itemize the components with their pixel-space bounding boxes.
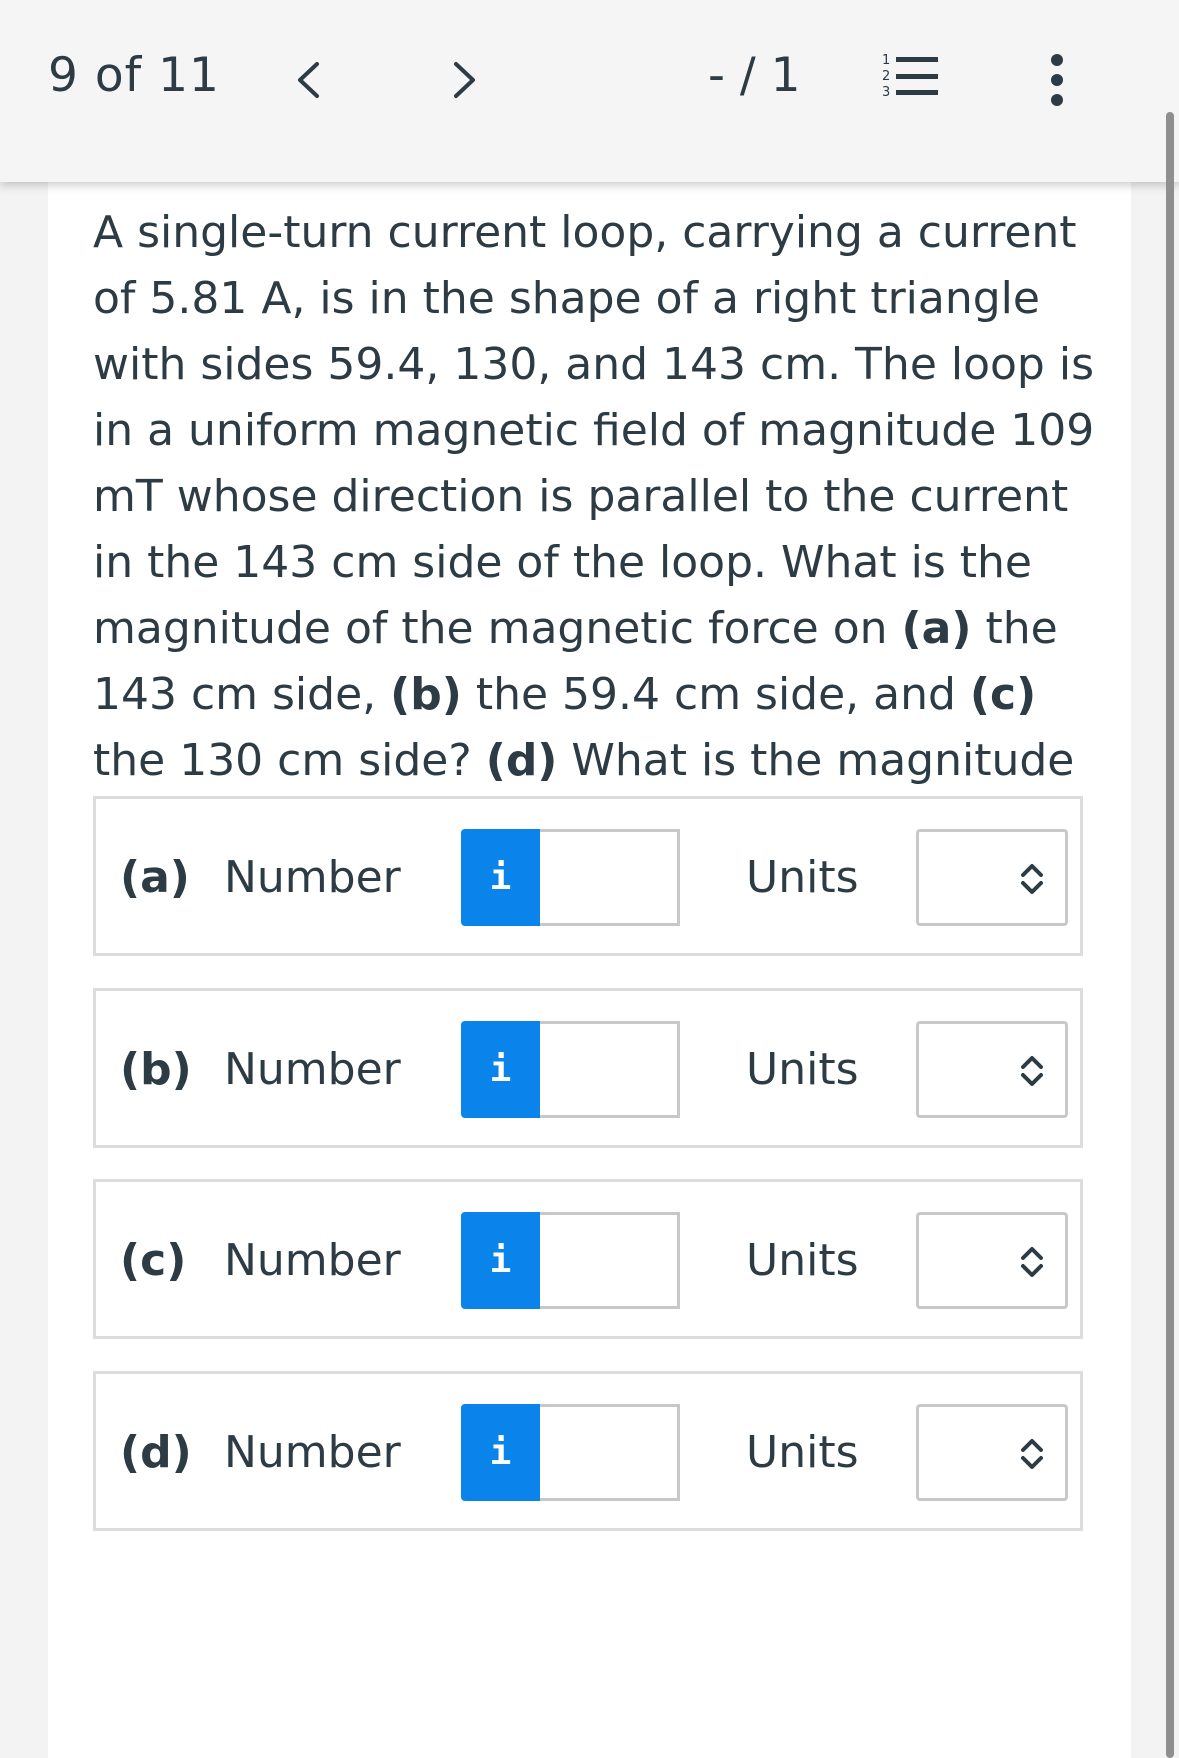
chevron-left-icon [295,60,321,100]
info-icon: i [489,1432,512,1473]
units-select[interactable] [916,829,1068,926]
info-button[interactable] [461,1404,540,1501]
number-input[interactable] [540,1404,680,1501]
up-down-chevron-icon [1019,1242,1045,1282]
question-counter: 9 of 11 [48,48,220,103]
answer-row-d [93,1371,1083,1531]
units-select[interactable] [916,1212,1068,1309]
part-label: (a) [120,852,190,903]
answer-row-b [93,988,1083,1148]
info-icon: i [489,1049,512,1090]
previous-question-button[interactable] [283,50,333,110]
up-down-chevron-icon [1019,1434,1045,1474]
info-button[interactable] [461,829,540,926]
part-label: (c) [120,1235,187,1286]
info-button[interactable] [461,1212,540,1309]
number-input[interactable] [540,1021,680,1118]
number-label: Number [224,1427,401,1478]
part-label: (d) [120,1427,192,1478]
units-label: Units [746,852,859,903]
svg-text:2: 2 [882,69,891,84]
top-bar [0,0,1179,182]
units-select[interactable] [916,1021,1068,1118]
units-label: Units [746,1427,859,1478]
up-down-chevron-icon [1019,859,1045,899]
svg-text:1: 1 [882,53,891,68]
info-icon: i [489,1240,512,1281]
units-select[interactable] [916,1404,1068,1501]
up-down-chevron-icon [1019,1051,1045,1091]
number-label: Number [224,852,401,903]
number-input[interactable] [540,829,680,926]
svg-text:3: 3 [882,85,891,100]
number-input[interactable] [540,1212,680,1309]
numbered-list-icon[interactable] [880,50,940,106]
next-question-button[interactable] [440,50,490,110]
info-button[interactable] [461,1021,540,1118]
scrollbar[interactable] [1166,112,1174,1758]
units-label: Units [746,1235,859,1286]
number-label: Number [224,1044,401,1095]
units-label: Units [746,1044,859,1095]
info-icon: i [489,857,512,898]
chevron-right-icon [452,60,478,100]
score-display: - / 1 [708,48,801,103]
number-label: Number [224,1235,401,1286]
more-vertical-icon[interactable] [1036,50,1078,110]
question-panel [48,182,1131,1758]
part-label: (b) [120,1044,192,1095]
answer-row-a [93,796,1083,956]
question-text: A single-turn current loop, carrying a current of 5.81 A, is in the shape of a right triangle with sides 59.4, 130, and 143 cm. The loop is in a uniform magnetic field of magnitude 109 mT whose direction is parallel to the current in the 143 cm side of the loop. What is the magnitude of the magnetic force on (a) the 143 cm side, (b) the 59.4 cm side, and (c) the 130 cm side? (d) What is the magnitude [93,207,1095,786]
answer-row-c [93,1179,1083,1339]
